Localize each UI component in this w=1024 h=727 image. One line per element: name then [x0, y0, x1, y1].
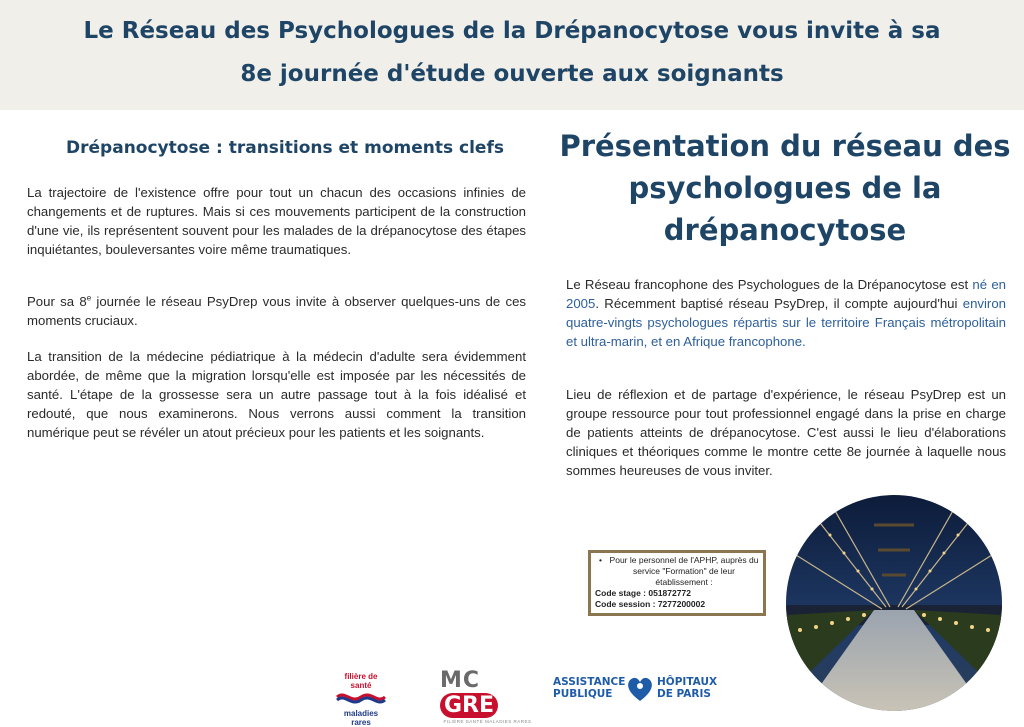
right-paragraph-1-text-a: Le Réseau francophone des Psychologues de la Drépanocytose est — [566, 277, 973, 292]
aphp-logo-left — [553, 676, 625, 700]
left-paragraph-1: La trajectoire de l'existence offre pour tout un chacun des occasions infinies de changements et de ruptures. Mais si ces mouvements participent de la construction d'une vie, ils représentent souvent pour les malades de la drépanocytose des étapes inquiétantes, bouleversantes voire même traumatiques. — [27, 185, 526, 257]
right-paragraph-2: Lieu de réflexion et de partage d'expérience, le réseau PsyDrep est un groupe ressource pour tout professionnel engagé dans la prise en charge de patients atteints de drépanocytose. C'est aussi le lieu d'élaborations cliniques et théoriques comme le montre cette 8e journée à laquelle nous sommes heureuses de vous inviter. — [566, 387, 1006, 478]
mcgre-logo — [440, 668, 535, 724]
header-title-line2: 8e journée d'étude ouverte aux soignants — [240, 61, 784, 87]
registration-info-box — [588, 550, 766, 616]
highlight-members: environ quatre-vingts psychologues répartis sur le territoire Français métropolitain et ultra-marin, et en Afrique francophone. — [566, 296, 1006, 349]
mcgre-logo-mc: MC — [440, 668, 481, 693]
aphp-logo — [553, 676, 733, 712]
code-stage: Code stage : 051872772 — [595, 588, 691, 598]
aphp-line-1: ASSISTANCE — [553, 676, 626, 688]
aphp-line-3: HÔPITAUX — [657, 676, 718, 688]
fsmr-wave-icon — [335, 690, 387, 704]
left-paragraph-3: La transition de la médecine pédiatrique à la médecin d'adulte sera évidemment abordée, de même que la migration lorsqu'elle est imposée par les nécessités de santé. L'étape de la grossesse sera un autre passage tout à la fois idéalisé et redouté, que nous examinerons. Nous verrons aussi comment la transition numérique peut se révéler un atout précieux pour les patients et les soignants. — [27, 349, 526, 440]
header-title-line1: Le Réseau des Psychologues de la Drépanocytose vous invite à sa — [83, 18, 941, 44]
right-paragraph-1-text-b: . Récemment baptisé réseau PsyDrep, il compte aujourd'hui — [595, 296, 963, 311]
right-paragraph-1 — [566, 275, 1006, 351]
code-session: Code session : 7277200002 — [595, 599, 706, 609]
aphp-logo-right — [657, 676, 717, 700]
left-paragraph-2-text-b: journée le réseau PsyDrep vous invite à observer quelques-uns de ces moments cruciaux. — [27, 294, 527, 328]
highlight-founded: né en 2005 — [566, 277, 1006, 311]
fsmr-logo-bottom: maladies rares — [343, 709, 379, 727]
left-paragraph-2 — [27, 292, 526, 330]
mcgre-logo-gre: GRE — [440, 693, 498, 718]
aphp-line-4: DE PARIS — [657, 688, 711, 700]
bridge-photo — [786, 495, 1002, 711]
mcgre-logo-subtitle: FILIÈRE SANTÉ MALADIES RARES — [443, 719, 532, 724]
left-paragraph-2-text-a: Pour sa 8 — [27, 294, 87, 309]
right-section-title: Présentation du réseau des psychologues de la drépanocytose — [559, 129, 1011, 247]
fsmr-logo-top: filière de santé — [344, 672, 378, 690]
filiere-sante-maladies-rares-logo — [333, 672, 389, 727]
aphp-line-2: PUBLIQUE — [553, 688, 613, 700]
superscript-e: e — [86, 293, 92, 303]
header-banner — [0, 0, 1024, 110]
aphp-heart-icon — [625, 674, 655, 704]
left-section-title: Drépanocytose : transitions et moments clefs — [66, 138, 504, 158]
registration-note: • Pour le personnel de l'APHP, auprès du service "Formation" de leur établissement : — [595, 555, 759, 588]
